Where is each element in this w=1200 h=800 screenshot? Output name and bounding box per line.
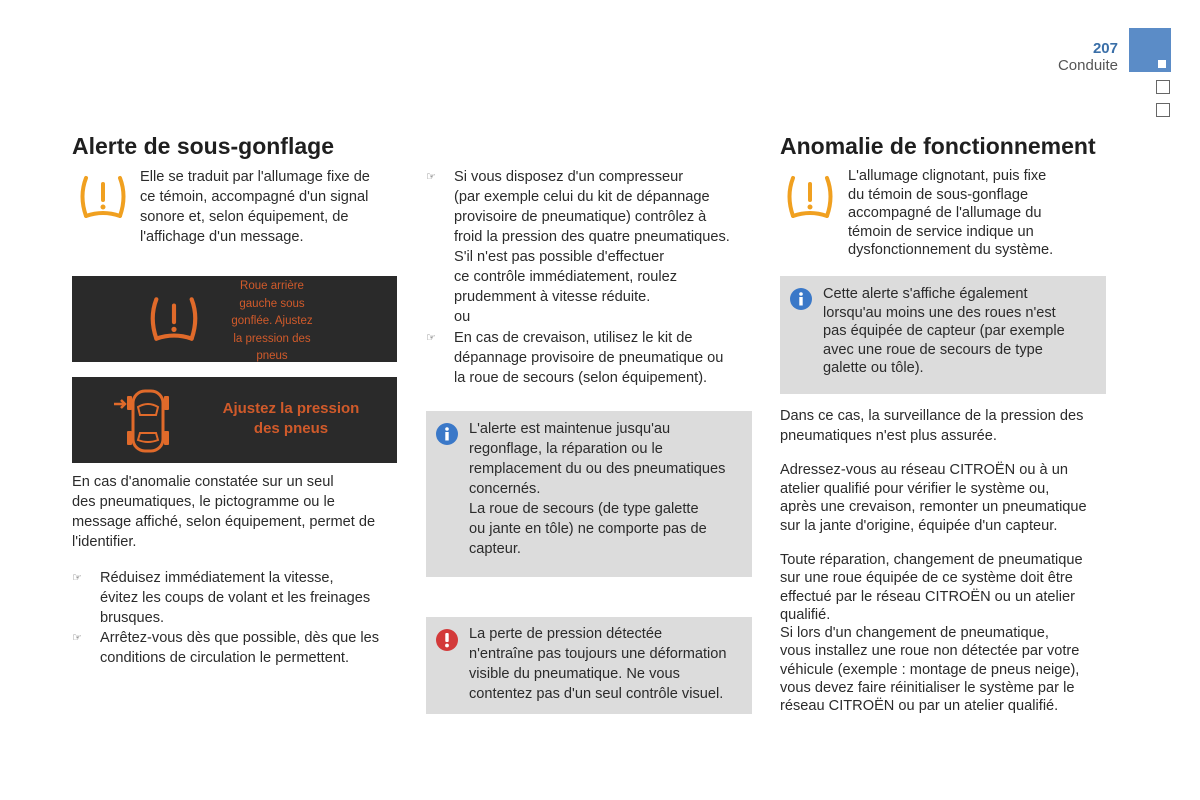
- instrument-display-car-diagram: [72, 377, 397, 463]
- chapter-tab-box: [1156, 103, 1170, 117]
- bullet-item: ☞ Réduisez immédiatement la vitesse, évitez les coups de volant et les freinages brusques.: [72, 570, 371, 626]
- pointing-hand-icon: ☞: [426, 332, 436, 344]
- info-note: L'alerte est maintenue jusqu'au regonflage, la réparation ou le remplacement du ou des pneumatiques concernés. La roue de secours (de type galette ou jante en tôle) ne comporte pas de capteur.: [426, 411, 752, 577]
- warning-note: La perte de pression détectée n'entraîne pas toujours une déformation visible du pneumatique. Ne vous contentez pas d'un seul contrôle visuel.: [426, 617, 752, 714]
- section-title: Conduite: [1057, 57, 1118, 74]
- chapter-tab-marker: [1158, 60, 1166, 68]
- paragraph: Adressez-vous au réseau CITROËN ou à un atelier qualifié pour vérifier le système ou, après une crevaison, remonter un pneumatique sur la jante d'origine, équipée d'un capteur.: [780, 462, 1087, 534]
- pointing-hand-icon: ☞: [72, 632, 82, 644]
- page-number: 207: [1092, 40, 1118, 57]
- paragraph: Dans ce cas, la surveillance de la pression des pneumatiques n'est plus assurée.: [780, 408, 1084, 444]
- tire-pressure-warning-icon: [76, 174, 130, 220]
- bullet-item: ☞ En cas de crevaison, utilisez le kit de dépannage provisoire de pneumatique ou la roue de secours (selon équipement).: [426, 330, 724, 386]
- info-note: Cette alerte s'affiche également lorsqu'au moins une des roues n'est pas équipée de capteur (par exemple avec une roue de secours de type galette ou tôle).: [780, 276, 1106, 394]
- display-message-text: Roue arrière gauche sous gonflée. Ajustez la pression des pneus: [231, 280, 313, 362]
- underinflation-intro: Elle se traduit par l'allumage fixe de ce témoin, accompagné d'un signal sonore et, selon équipement, de l'affichage d'un message.: [140, 169, 370, 245]
- section-heading-malfunction: Anomalie de fonctionnement: [780, 133, 1096, 159]
- chapter-tab-box: [1156, 80, 1170, 94]
- paragraph: Toute réparation, changement de pneumatique sur une roue équipée de ce système doit être effectué par le réseau CITROËN ou un atelier qualifié. Si lors d'un changement de pneumatique, vous installez une roue non détectée par votre véhicule (exemple : montage de pneus neige), vous devez faire réinitialiser le système par le réseau CITROËN ou par un atelier qualifié.: [780, 552, 1083, 715]
- section-heading-underinflation: Alerte de sous-gonflage: [72, 133, 334, 159]
- exclamation-icon: [436, 629, 458, 651]
- pointing-hand-icon: ☞: [72, 572, 82, 584]
- car-top-view-icon: [110, 385, 180, 457]
- bullet-item: ☞ Arrêtez-vous dès que possible, dès que les conditions de circulation le permettent.: [72, 630, 380, 666]
- bullet-item: ☞ Si vous disposez d'un compresseur (par exemple celui du kit de dépannage provisoire de pneumatique) contrôlez à froid la pression des quatre pneumatiques. S'il n'est pas possible d'effectuer ce contrôle immédiatement, roulez prudemment à vitesse réduite. ou: [426, 169, 730, 325]
- display-message-text: Ajustez la pression des pneus: [222, 400, 360, 437]
- tire-pressure-warning-icon: [783, 174, 837, 220]
- pointing-hand-icon: ☞: [426, 171, 436, 183]
- malfunction-intro: L'allumage clignotant, puis fixe du témoin de sous-gonflage accompagné de l'allumage du témoin de service indique un dysfonctionnement du système.: [848, 168, 1054, 258]
- info-icon: [436, 423, 458, 445]
- instrument-display-message: [72, 276, 397, 362]
- tire-pressure-warning-icon: [146, 294, 202, 344]
- anomaly-paragraph: En cas d'anomalie constatée sur un seul des pneumatiques, le pictogramme ou le message affiché, selon équipement, permet de l'identifier.: [72, 474, 376, 550]
- info-icon: [790, 288, 812, 310]
